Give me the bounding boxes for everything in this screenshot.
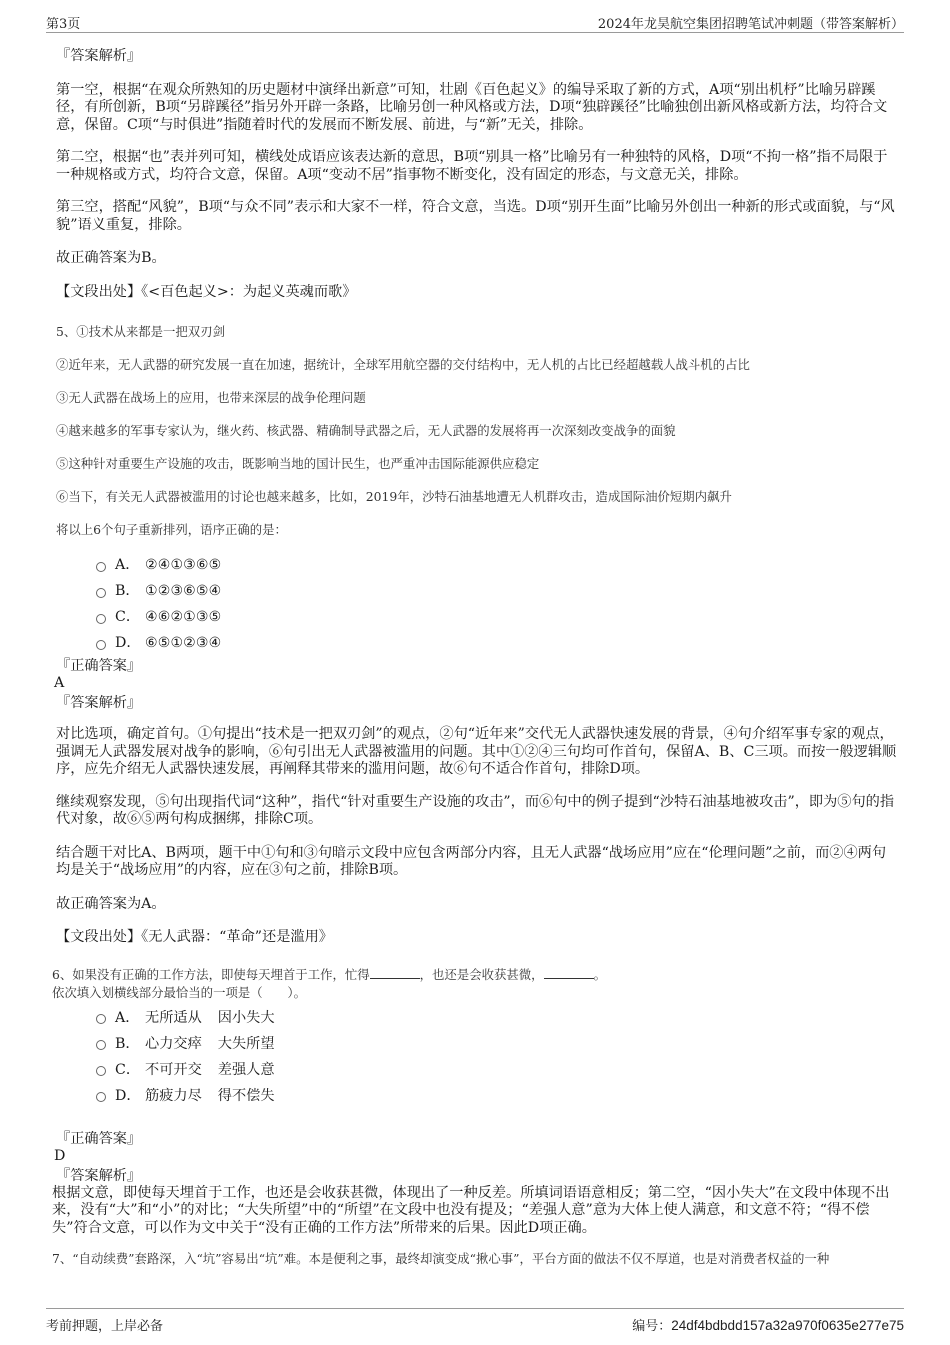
radio-button[interactable] <box>96 640 106 650</box>
q5-analysis-label: 『答案解析』 <box>56 695 142 711</box>
q6-answer: D <box>54 1147 66 1164</box>
page-header <box>46 10 904 33</box>
q5-analysis-para1: 对比选项，确定首句。①句提出“技术是一把双刃剑”的观点，②句“近年来”交代无人武器快速发展的背景，④句介绍军事专家的观点，强调无人武器发展对战争的影响，⑥句引出无人武器被滥用的问题。其中①②④三句均可作首句，保留A、B、C三项。而按一般逻辑顺序，应先介绍无人武器快速发展，再阐释其带来的滥用问题，故⑥句不适合作首句，排除D项。 <box>56 726 897 777</box>
radio-button[interactable] <box>96 588 106 598</box>
q4-conclusion: 故正确答案为B。 <box>56 250 166 266</box>
document-title: 2024年龙昊航空集团招聘笔试冲刺题（带答案解析） <box>597 17 904 32</box>
q5-sentences <box>56 324 900 538</box>
page-content <box>52 44 900 1267</box>
q5-sentence: ④越来越多的军事专家认为，继火药、核武器、精确制导武器之后，无人武器的发展将再一次深刻改变战争的面貌 <box>56 423 676 438</box>
q5-answer-label: 『正确答案』 <box>56 658 142 674</box>
q5-sentence: ⑥当下，有关无人武器被滥用的讨论也越来越多，比如，2019年，沙特石油基地遭无人机群攻击，造成国际油价短期内飙升 <box>56 489 732 504</box>
blank-1 <box>370 966 420 979</box>
q6-analysis-label: 『答案解析』 <box>56 1167 142 1184</box>
q5-source: 【文段出处】《无人武器：“革命”还是滥用》 <box>56 929 333 945</box>
q5-option-b[interactable]: B． ①②③⑥⑤④ <box>96 578 900 604</box>
q4-analysis-label: 『答案解析』 <box>56 48 142 64</box>
q5-analysis-para2: 继续观察发现，⑤句出现指代词“这种”，指代“针对重要生产设施的攻击”，而⑥句中的例子提到“沙特石油基地被攻击”，即为⑤句的指代对象，故⑥⑤两句构成捆绑，排除C项。 <box>56 793 895 827</box>
q6-answer-label: 『正确答案』 <box>56 1130 142 1147</box>
q5-answer: A <box>54 675 65 691</box>
page-number: 第3页 <box>46 17 81 32</box>
q6-option-a[interactable]: A． 无所适从 因小失大 <box>96 1005 900 1031</box>
radio-button[interactable] <box>96 1092 106 1102</box>
q5-option-c[interactable]: C． ④⑥②①③⑤ <box>96 604 900 630</box>
q5-conclusion: 故正确答案为A。 <box>56 895 166 912</box>
q5-option-a[interactable]: A． ②④①③⑥⑤ <box>96 552 900 578</box>
q5-sentence: ②近年来，无人武器的研究发展一直在加速，据统计，全球军用航空器的交付结构中，无人机的占比已经超越载人战斗机的占比 <box>56 357 750 372</box>
page-footer <box>46 1308 904 1339</box>
q6-option-c[interactable]: C． 不可开交 差强人意 <box>96 1057 900 1083</box>
q5-option-d[interactable]: D． ⑥⑤①②③④ <box>96 630 900 656</box>
q5-options <box>96 552 900 656</box>
q5-sentence: 5、①技术从来都是一把双刃剑 <box>56 324 225 339</box>
q5-prompt: 将以上6个句子重新排列，语序正确的是： <box>56 522 287 537</box>
q6-options <box>96 1005 900 1109</box>
q7-stem: 7、“自动续费”套路深，入“坑”容易出“坑”难。本是便利之事，最终却演变成“揪心事”，平台方面的做法不仅不厚道，也是对消费者权益的一种 <box>52 1251 830 1266</box>
q6-option-b[interactable]: B． 心力交瘁 大失所望 <box>96 1031 900 1057</box>
footer-slogan: 考前押题，上岸必备 <box>46 1319 164 1334</box>
q6-analysis: 根据文意，即使每天埋首于工作，也还是会收获甚微，体现出了一种反差。所填词语语意相反；第二空，“因小失大”在文段中体现不出来，没有“大”和“小”的对比；“大失所望”中的“所望”在文段中也没有提及；“差强人意”意为大体上使人满意，和文意不符；“得不偿失”符合文意，可以作为文中关于“没有正确的工作方法”所带来的后果。因此D项正确。 <box>52 1184 890 1236</box>
radio-button[interactable] <box>96 614 106 624</box>
q4-analysis-para1: 第一空，根据“在观众所熟知的历史题材中演绎出新意”可知，壮剧《百色起义》的编导采取了新的方式，A项“别出机杼”比喻另辟蹊径，有所创新，B项“另辟蹊径”指另外开辟一条路，比喻另创一种风格或方法，D项“独辟蹊径”比喻独创出新风格或新方法，均符合文意，保留。C项“与时俱进”指随着时代的发展而不断发展、前进，与“新”无关，排除。 <box>56 81 888 133</box>
footer-code: 编号：24df4bdbdd157a32a970f0635e277e75 <box>632 1318 904 1334</box>
radio-button[interactable] <box>96 1014 106 1024</box>
radio-button[interactable] <box>96 1066 106 1076</box>
radio-button[interactable] <box>96 562 106 572</box>
q6-prompt: 依次填入划横线部分最恰当的一项是（ ）。 <box>52 984 307 1000</box>
q5-sentence: ③无人武器在战场上的应用，也带来深层的战争伦理问题 <box>56 390 366 405</box>
q5-analysis-para3: 结合题干对比A、B两项，题干中①句和③句暗示文段中应包含两部分内容，且无人武器“战场应用”应在“伦理问题”之前，而②④两句均是关于“战场应用”的内容，应在③句之前，排除B项。 <box>56 844 887 878</box>
q4-analysis-para2: 第二空，根据“也”表并列可知，横线处成语应该表达新的意思，B项“别具一格”比喻另有一种独特的风格，D项“不拘一格”指不局限于一种规格或方式，均符合文意，保留。A项“变动不居”指事物不断变化，没有固定的形态，与文意无关，排除。 <box>56 149 888 183</box>
q6-stem: 6、如果没有正确的工作方法，即使每天埋首于工作，忙得 ，也还是会收获甚微， 。 <box>52 966 606 982</box>
blank-2 <box>544 966 594 979</box>
q5-sentence: ⑤这种针对重要生产设施的攻击，既影响当地的国计民生，也严重冲击国际能源供应稳定 <box>56 456 540 471</box>
q4-source: 【文段出处】《<百色起义>：为起义英魂而歌》 <box>56 283 357 300</box>
radio-button[interactable] <box>96 1040 106 1050</box>
q4-analysis-para3: 第三空，搭配“风貌”，B项“与众不同”表示和大家不一样，符合文意，当选。D项“别开生面”比喻另外创出一种新的形式或面貌，与“风貌”语义重复，排除。 <box>56 199 895 233</box>
q6-option-d[interactable]: D． 筋疲力尽 得不偿失 <box>96 1083 900 1109</box>
